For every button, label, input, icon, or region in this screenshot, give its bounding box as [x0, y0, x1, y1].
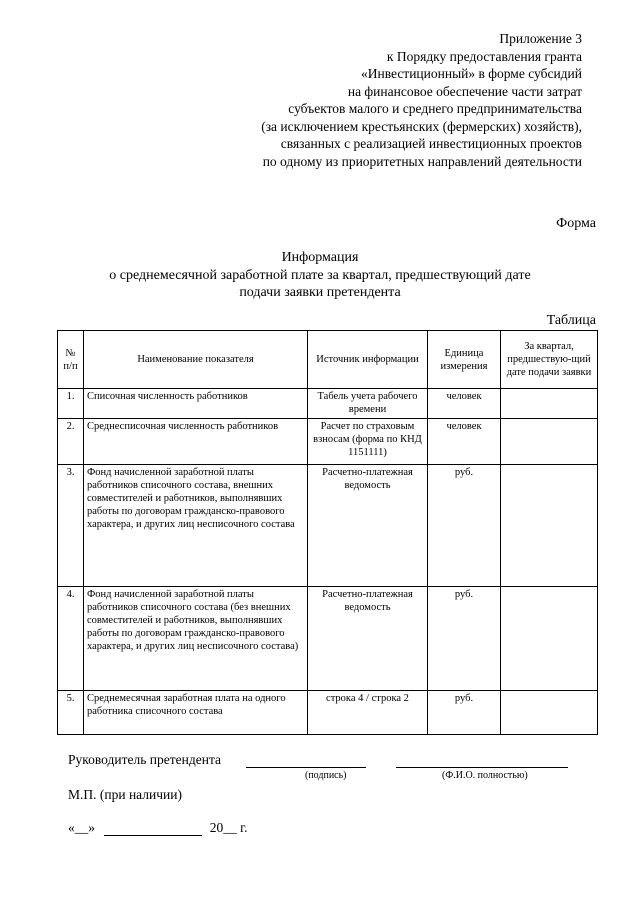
- fio-hint: (Ф.И.О. полностью): [442, 770, 528, 781]
- date-month-field[interactable]: [104, 821, 202, 836]
- row-name: Среднесписочная численность работников: [84, 419, 308, 465]
- appendix-line: субъектов малого и среднего предпринимательства: [288, 101, 582, 116]
- row-num: 1.: [58, 389, 84, 419]
- row-num: 5.: [58, 691, 84, 735]
- table-row: [58, 587, 598, 691]
- row-source: Расчет по страховым взносам (форма по КНД 1151111): [308, 419, 428, 465]
- row-name: Списочная численность работников: [84, 389, 308, 419]
- row-value-field[interactable]: [501, 389, 598, 419]
- stamp-note: М.П. (при наличии): [68, 787, 182, 802]
- row-source: Табель учета рабочего времени: [308, 389, 428, 419]
- signature-hint: (подпись): [305, 770, 347, 781]
- table-row: [58, 389, 598, 419]
- header-name: Наименование показателя: [84, 331, 308, 389]
- header-num: № п/п: [58, 331, 84, 389]
- row-source: Расчетно-платежная ведомость: [308, 587, 428, 691]
- header-unit: Единица измерения: [428, 331, 501, 389]
- row-unit: руб.: [428, 587, 501, 691]
- appendix-line: на финансовое обеспечение части затрат: [347, 83, 582, 99]
- table-row: [58, 465, 598, 587]
- appendix-line: (за исключением крестьянских (фермерских) хозяйств),: [261, 118, 582, 134]
- row-unit: человек: [428, 419, 501, 465]
- signature-field[interactable]: [246, 753, 366, 768]
- table-header-row: [58, 331, 598, 389]
- fio-field[interactable]: [396, 753, 568, 768]
- appendix-line: по одному из приоритетных направлений деятельности: [262, 153, 582, 169]
- row-value-field[interactable]: [501, 587, 598, 691]
- row-value-field[interactable]: [501, 419, 598, 465]
- table-row: [58, 691, 598, 735]
- row-num: 4.: [58, 587, 84, 691]
- appendix-line: «Инвестиционный» в форме субсидий: [360, 66, 582, 81]
- table-label: Таблица: [546, 313, 596, 328]
- row-value-field[interactable]: [501, 691, 598, 735]
- header-source: Источник информации: [308, 331, 428, 389]
- row-source: строка 4 / строка 2: [308, 691, 428, 735]
- row-unit: руб.: [428, 465, 501, 587]
- row-source: Расчетно-платежная ведомость: [308, 465, 428, 587]
- date-line: [68, 820, 248, 836]
- row-num: 2.: [58, 419, 84, 465]
- appendix-line: к Порядку предоставления гранта: [386, 48, 582, 64]
- date-year-field[interactable]: 20__ г.: [209, 820, 248, 835]
- row-num: 3.: [58, 465, 84, 587]
- title-line: подачи заявки претендента: [239, 285, 401, 300]
- row-unit: человек: [428, 389, 501, 419]
- document-title: [0, 249, 640, 302]
- form-label: Форма: [556, 216, 596, 231]
- row-unit: руб.: [428, 691, 501, 735]
- row-name: Фонд начисленной заработной платы работников списочного состава, внешних совместителей и работников, выполнявших работы по договорам гражданско-правового характера, и других лиц несписочного состава: [84, 465, 308, 587]
- title-line: Информация: [281, 250, 359, 265]
- salary-info-table: [57, 330, 598, 735]
- title-line: о среднемесячной заработной плате за квартал, предшествующий дате: [109, 267, 531, 283]
- appendix-line: Приложение 3: [499, 31, 582, 46]
- appendix-header: [162, 30, 582, 170]
- header-quarter: За квартал, предшествую-щий дате подачи заявки: [501, 331, 598, 389]
- head-signature-line: [68, 752, 568, 768]
- table-row: [58, 419, 598, 465]
- appendix-line: связанных с реализацией инвестиционных проектов: [280, 136, 582, 151]
- date-day-field[interactable]: «__»: [68, 820, 95, 835]
- head-label: Руководитель претендента: [68, 752, 222, 767]
- row-value-field[interactable]: [501, 465, 598, 587]
- row-name: Фонд начисленной заработной платы работников списочного состава (без внешних совместителей и работников, выполнявших работы по договорам гражданско-правового характера, и других лиц несписочного состава): [84, 587, 308, 691]
- row-name: Среднемесячная заработная плата на одного работника списочного состава: [84, 691, 308, 735]
